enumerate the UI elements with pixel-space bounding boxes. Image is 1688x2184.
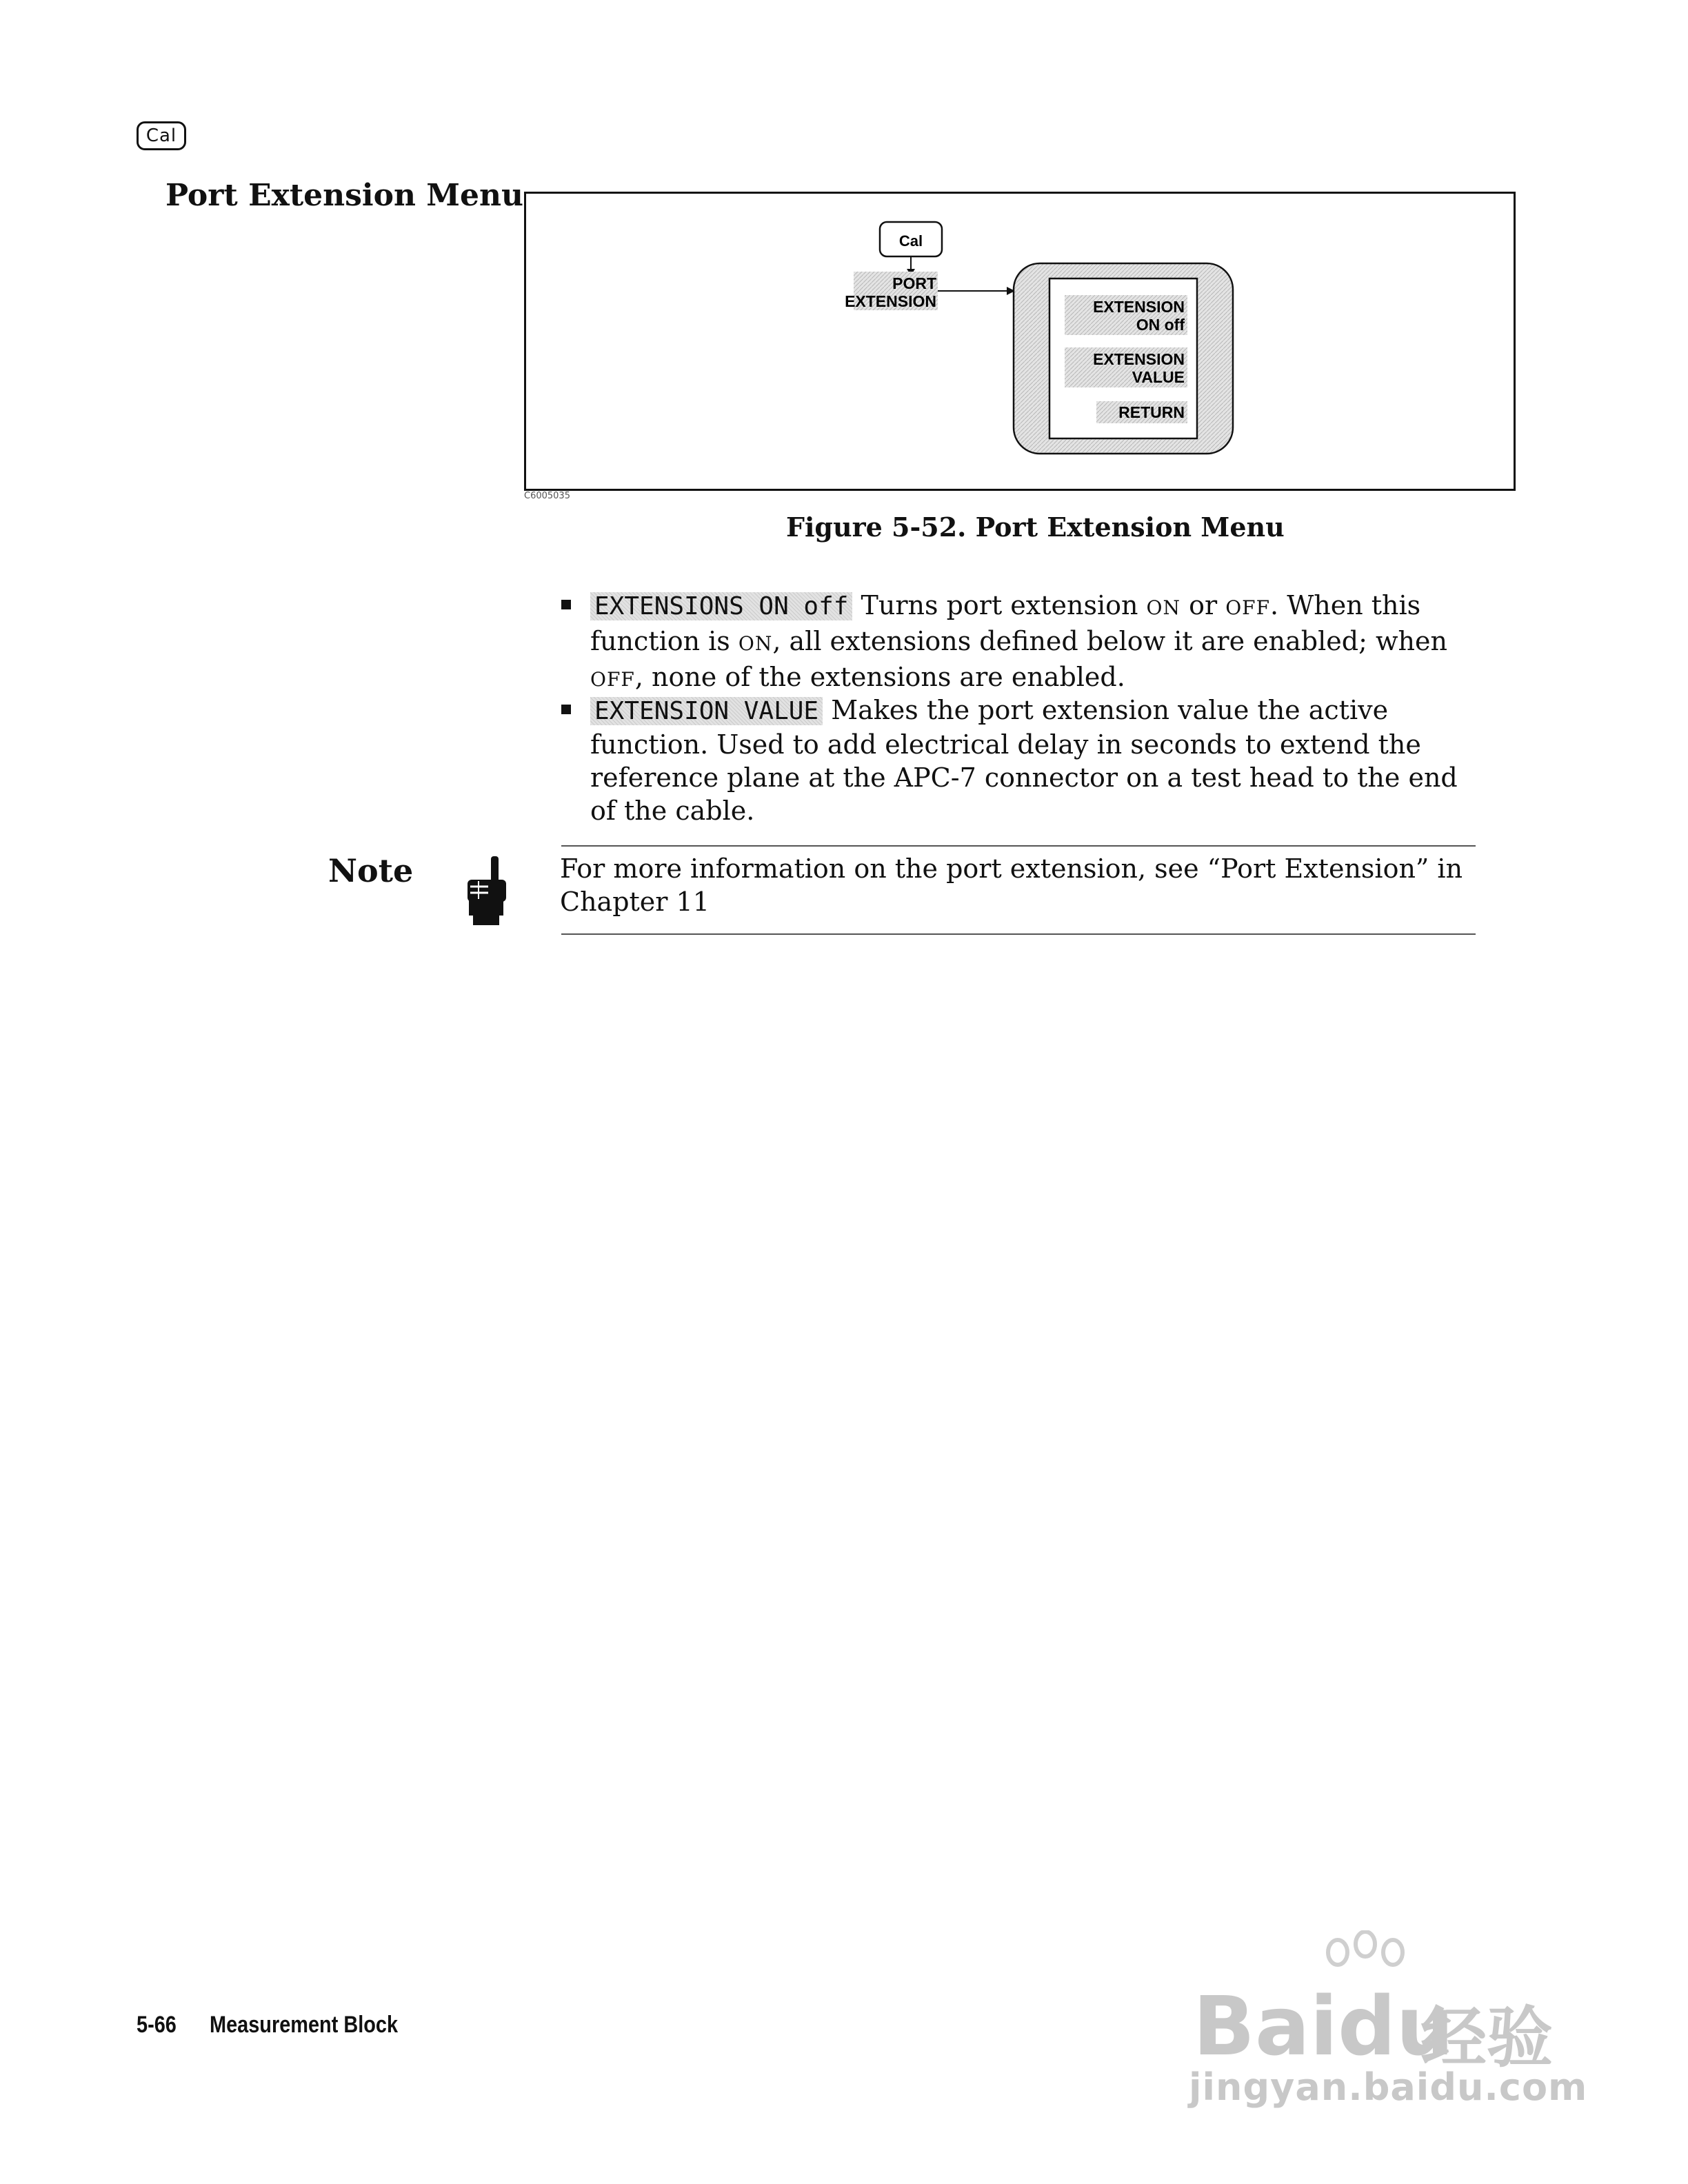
watermark-brand-a: Bai xyxy=(1193,1979,1338,2074)
cal-key-icon: Cal xyxy=(137,121,186,150)
menu-item-2-line1: EXTENSION xyxy=(1093,350,1185,368)
menu-diagram xyxy=(524,192,1516,491)
port-extension-line2: EXTENSION xyxy=(845,292,936,310)
watermark-url: jingyan.baidu.com xyxy=(1189,2065,1588,2109)
item-extension-value: EXTENSION VALUE Makes the port extension value the active function. Used to add electrical delay in seconds to extend the reference plane at the APC-7 connector on a test head to the end of the cable. xyxy=(590,695,1458,826)
chapter-title: Measurement Block xyxy=(210,2012,399,2038)
figure-id: C6005035 xyxy=(524,491,570,501)
menu-item-1-line1: EXTENSION xyxy=(1093,298,1185,316)
note-label: Note xyxy=(328,852,414,889)
page-number: 5-66 xyxy=(137,2012,177,2038)
item-extensions-on-off: EXTENSIONS ON off Turns port extension ON or OFF. When this function is ON, all extensions defined below it are enabled; when OFF, none of the extensions are enabled. xyxy=(590,590,1447,692)
bullet-icon xyxy=(561,705,571,714)
figure-caption: Figure 5-52. Port Extension Menu xyxy=(786,512,1285,543)
pointing-hand-icon xyxy=(463,855,512,927)
softkey-extensions-on-off: EXTENSIONS ON off xyxy=(590,592,852,620)
menu-item-1-line2: ON off xyxy=(1136,316,1185,334)
watermark-brand-b: du xyxy=(1338,1979,1454,2074)
divider xyxy=(561,933,1476,935)
menu-item-3-line1: RETURN xyxy=(1118,403,1185,421)
menu-item-2-line2: VALUE xyxy=(1132,368,1185,386)
section-title: Port Extension Menu xyxy=(165,178,523,213)
port-extension-line1: PORT xyxy=(892,274,936,292)
softkey-extension-value: EXTENSION VALUE xyxy=(590,697,823,725)
bullet-icon xyxy=(561,600,571,609)
divider xyxy=(561,845,1476,847)
watermark xyxy=(1186,1930,1588,2109)
cal-hardkey-label: Cal xyxy=(898,232,923,250)
watermark-brand-cn: 经验 xyxy=(1420,1999,1553,2076)
note-text: For more information on the port extension, see “Port Extension” in Chapter 11 xyxy=(560,853,1463,917)
